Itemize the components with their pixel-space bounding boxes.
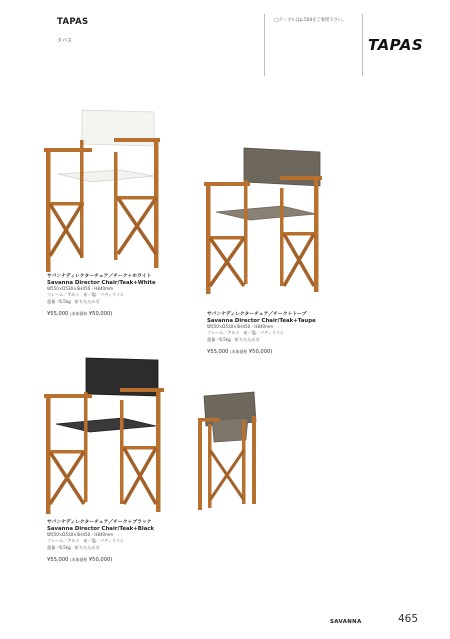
product-size: W550×D530×SH450・H840mm [207, 324, 274, 329]
series-name: SAVANNA [330, 619, 362, 625]
brand-name: TAPAS [57, 17, 89, 27]
table-reference-note: ◯テーブルはp.504をご参照下さい。 [274, 18, 347, 23]
price-note: (本体価格 [70, 557, 88, 563]
product-title-en: Savanna Director Chair/Teak+Black [47, 526, 155, 532]
header-divider-left [264, 14, 265, 76]
price-base: ¥50,000) [88, 557, 113, 564]
price-base: ¥50,000) [88, 311, 113, 318]
chair-image-black [42, 354, 166, 520]
header-divider-right [362, 14, 363, 76]
price-base: ¥50,000) [248, 349, 273, 356]
price-note: (本体価格 [70, 311, 88, 317]
price-value: ¥55,000 [47, 557, 69, 564]
product-weight: 重量／6.5kg 折りたたみ可 [47, 298, 100, 304]
product-title-en: Savanna Director Chair/Teak+Taupe [207, 318, 316, 324]
product-weight: 重量／6.5kg 折りたたみ可 [207, 336, 260, 342]
product-title-jp: サバンナディレクターチェア／チーク＋ホワイト [47, 274, 152, 279]
brand-subtitle: タパス [57, 38, 72, 44]
product-title-en: Savanna Director Chair/Teak+White [47, 280, 156, 286]
price-value: ¥55,000 [207, 349, 229, 356]
product-size: W550×D530×SH450・H840mm [47, 532, 114, 537]
price-note: (本体価格 [230, 349, 248, 355]
price-value: ¥55,000 [47, 311, 69, 318]
product-info-white [47, 272, 156, 317]
folded-chair-image [194, 390, 264, 514]
product-price [47, 311, 156, 317]
product-material: フレーム／アルミ 布／塩／パディライン [47, 292, 125, 298]
product-info-taupe [207, 310, 316, 355]
product-title-jp: サバンナディレクターチェア／チーク＋トープ [207, 312, 307, 317]
chair-image-taupe [200, 144, 324, 302]
chair-image-white [42, 104, 166, 282]
product-price [47, 557, 154, 563]
product-size: W550×D530×SH450・H840mm [47, 286, 114, 291]
product-title-jp: サバンナディレクターチェア／チーク＋ブラック [47, 520, 152, 525]
product-info-black [47, 518, 154, 563]
product-weight: 重量／6.5kg 折りたたみ可 [47, 544, 100, 550]
brand-logo: TAPAS [368, 36, 424, 54]
product-material: フレーム／アルミ 布／塩／パディライン [207, 330, 285, 336]
product-price [207, 349, 316, 355]
product-material: フレーム／アルミ 布／塩／パディライン [47, 538, 125, 544]
page-number: 465 [398, 613, 419, 625]
